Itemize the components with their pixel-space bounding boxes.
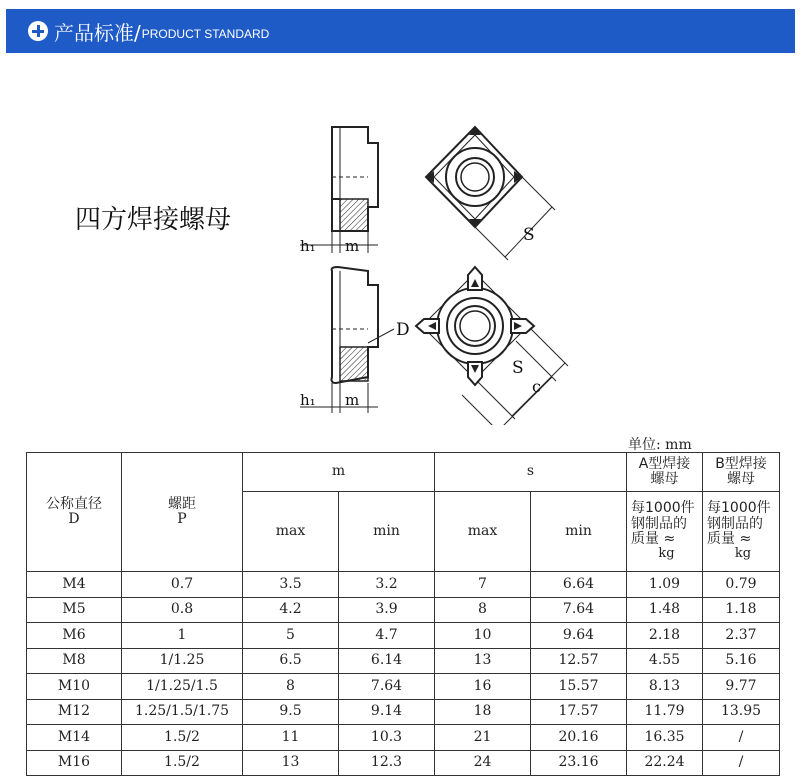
cell-mass-a: 8.13: [627, 674, 703, 700]
type-b-line2: 螺母: [727, 471, 755, 487]
cell-s-min: 6.64: [531, 572, 627, 598]
cell-mass-b: 9.77: [703, 674, 780, 700]
cell-mass-b: 13.95: [703, 699, 780, 725]
cell-s-max: 18: [435, 699, 531, 725]
header-diameter-cn: 公称直径: [46, 495, 102, 512]
header-m: m: [243, 453, 435, 492]
cell-mass-b: 5.16: [703, 648, 780, 674]
mass-b-line2: 钢制品的: [707, 515, 763, 532]
cell-m-max: 13: [243, 750, 339, 776]
cell-m-max: 4.2: [243, 597, 339, 623]
label-s-a: S: [523, 225, 535, 245]
cell-s-min: 15.57: [531, 674, 627, 700]
cell-m-min: 6.14: [339, 648, 435, 674]
mass-a-line2: 钢制品的: [631, 515, 687, 532]
header-pitch: [122, 453, 243, 572]
technical-drawing: [290, 115, 590, 425]
section-title-en: PRODUCT STANDARD: [141, 27, 270, 41]
header-pitch-symbol: P: [177, 511, 187, 527]
mass-a-line3: 质量 ≈: [631, 531, 676, 548]
cell-m-min: 12.3: [339, 750, 435, 776]
mass-b-line3: 质量 ≈: [707, 531, 752, 548]
cell-d: M8: [27, 648, 122, 674]
cell-p: 1.5/2: [122, 750, 243, 776]
cell-mass-b: 1.18: [703, 597, 780, 623]
table-row: [27, 623, 780, 649]
cell-m-max: 6.5: [243, 648, 339, 674]
cell-p: 1.25/1.5/1.75: [122, 699, 243, 725]
cell-s-min: 9.64: [531, 623, 627, 649]
product-name: 四方焊接螺母: [75, 205, 232, 235]
unit-label: 单位: mm: [628, 437, 692, 453]
cell-d: M14: [27, 725, 122, 751]
label-c: c: [532, 377, 541, 396]
header-type-b: [703, 453, 780, 492]
top-view-a: [426, 127, 555, 260]
label-d: D: [396, 320, 410, 340]
label-h1-a: h₁: [300, 237, 316, 255]
cell-d: M4: [27, 572, 122, 598]
cell-d: M12: [27, 699, 122, 725]
cell-s-min: 17.57: [531, 699, 627, 725]
cell-p: 1: [122, 623, 243, 649]
label-s-b: S: [512, 358, 524, 378]
cell-s-min: 23.16: [531, 750, 627, 776]
side-view-a: [300, 127, 378, 253]
cell-mass-a: 2.18: [627, 623, 703, 649]
table-row: [27, 750, 780, 776]
header-mass-a: [627, 492, 703, 572]
plus-circle-icon: [28, 21, 48, 41]
cell-m-max: 11: [243, 725, 339, 751]
cell-mass-b: 2.37: [703, 623, 780, 649]
cell-m-min: 7.64: [339, 674, 435, 700]
label-h1-b: h₁: [300, 391, 316, 409]
cell-mass-b: 0.79: [703, 572, 780, 598]
section-title-cn: 产品标准/: [54, 20, 141, 45]
cell-mass-b: /: [703, 725, 780, 751]
table-row: [27, 597, 780, 623]
table-row: [27, 572, 780, 598]
cell-s-min: 7.64: [531, 597, 627, 623]
table-row: [27, 648, 780, 674]
type-a-line1: A型焊接: [638, 455, 691, 472]
cell-s-min: 12.57: [531, 648, 627, 674]
header-diameter-symbol: D: [68, 511, 80, 527]
cell-p: 0.8: [122, 597, 243, 623]
cell-s-max: 10: [435, 623, 531, 649]
cell-mass-a: 4.55: [627, 648, 703, 674]
mass-b-line1: 每1000件: [707, 500, 771, 517]
cell-p: 0.7: [122, 572, 243, 598]
label-m-a: m: [345, 237, 360, 255]
cell-s-max: 24: [435, 750, 531, 776]
header-s: s: [435, 453, 627, 492]
cell-s-max: 13: [435, 648, 531, 674]
header-pitch-cn: 螺距: [168, 495, 196, 512]
mass-a-line1: 每1000件: [631, 500, 695, 517]
table-row: [27, 674, 780, 700]
spec-table: [26, 452, 780, 776]
cell-mass-a: 1.09: [627, 572, 703, 598]
type-a-line2: 螺母: [650, 471, 679, 487]
cell-s-max: 21: [435, 725, 531, 751]
header-diameter: [27, 453, 122, 572]
mass-b-line4: kg: [734, 546, 752, 562]
cell-m-max: 5: [243, 623, 339, 649]
cell-s-max: 7: [435, 572, 531, 598]
header-s-min: min: [531, 492, 627, 572]
header-m-min: min: [339, 492, 435, 572]
cell-m-max: 3.5: [243, 572, 339, 598]
cell-d: M6: [27, 623, 122, 649]
cell-m-max: 8: [243, 674, 339, 700]
cell-mass-b: /: [703, 750, 780, 776]
cell-s-max: 16: [435, 674, 531, 700]
cell-s-max: 8: [435, 597, 531, 623]
header-type-a: [627, 453, 703, 492]
cell-m-min: 3.2: [339, 572, 435, 598]
cell-p: 1/1.25: [122, 648, 243, 674]
section-header: [6, 9, 795, 53]
cell-m-min: 4.7: [339, 623, 435, 649]
label-m-b: m: [345, 391, 360, 409]
cell-m-max: 9.5: [243, 699, 339, 725]
spec-table-body: [27, 572, 780, 776]
cell-mass-a: 1.48: [627, 597, 703, 623]
cell-m-min: 10.3: [339, 725, 435, 751]
cell-s-min: 20.16: [531, 725, 627, 751]
cell-d: M16: [27, 750, 122, 776]
header-mass-b: [703, 492, 780, 572]
header-m-max: max: [243, 492, 339, 572]
cell-mass-a: 11.79: [627, 699, 703, 725]
mass-a-line4: kg: [658, 546, 675, 562]
type-b-line1: B型焊接: [715, 455, 767, 472]
cell-mass-a: 16.35: [627, 725, 703, 751]
table-row: [27, 725, 780, 751]
cell-d: M10: [27, 674, 122, 700]
cell-p: 1/1.25/1.5: [122, 674, 243, 700]
cell-m-min: 3.9: [339, 597, 435, 623]
cell-m-min: 9.14: [339, 699, 435, 725]
cell-p: 1.5/2: [122, 725, 243, 751]
cell-mass-a: 22.24: [627, 750, 703, 776]
cell-d: M5: [27, 597, 122, 623]
table-row: [27, 699, 780, 725]
top-view-b: [416, 267, 568, 425]
header-s-max: max: [435, 492, 531, 572]
